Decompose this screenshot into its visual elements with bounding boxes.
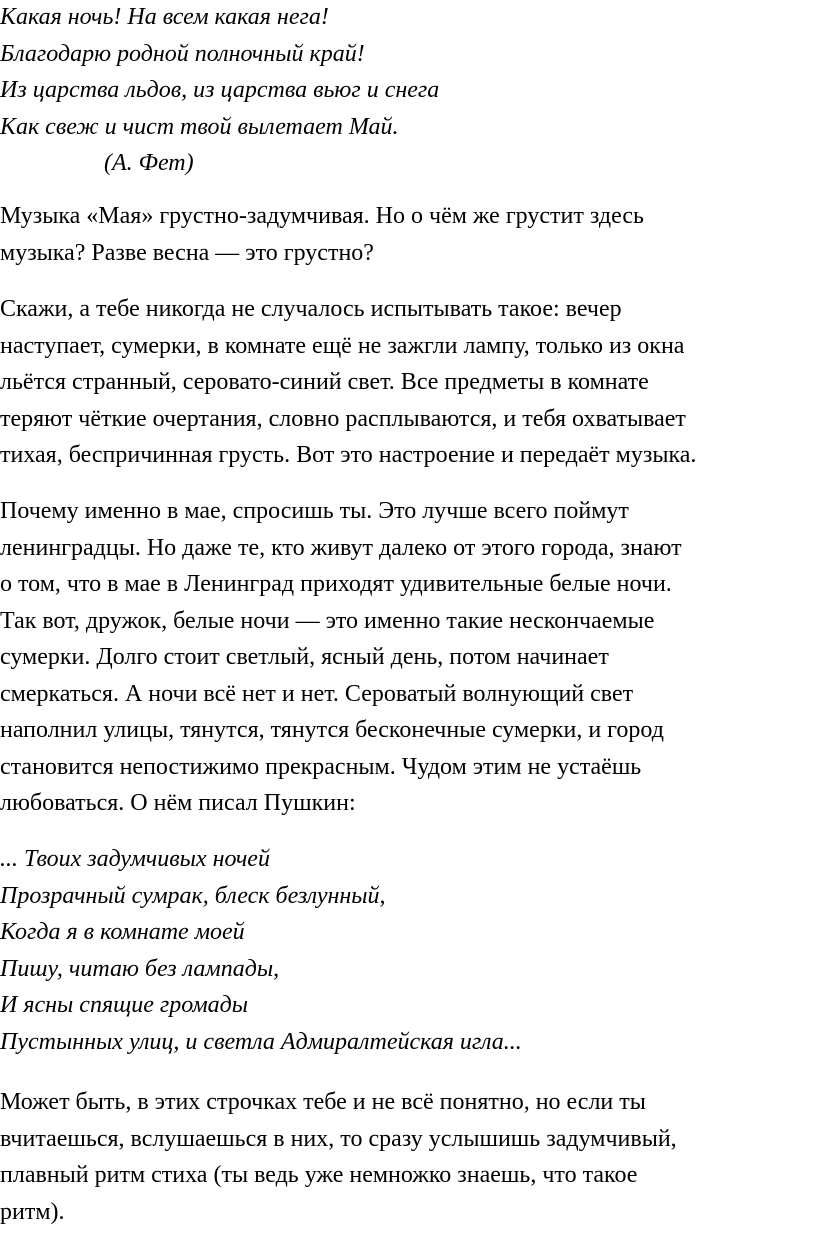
text-line: ритм). [0,1198,65,1225]
text-line: льётся странный, серовато-синий свет. Все предметы в комнате [0,369,649,395]
text-line: Почему именно в мае, спросишь ты. Это лучше всего поймут [0,498,629,524]
text-line: Так вот, дружок, белые ночи — это именно такие нескончаемые [0,607,655,634]
verse-line: ... Твоих задумчивых ночей [0,846,270,872]
paragraph [0,291,696,474]
verse-line: Когда я в комнате моей [0,919,245,945]
text-line: наполнил улицы, тянутся, тянутся бесконечные сумерки, и город [0,717,664,743]
text-line: Музыка «Мая» грустно-задумчивая. Но о чём же грустит здесь [0,203,644,229]
verse-line: И ясны спящие громады [0,992,249,1018]
verse-line: Как свеж и чист твой вылетает Май. [0,113,399,140]
text-line: о том, что в мае в Ленинград приходят удивительные белые ночи. [0,571,672,597]
verse-line: Какая ночь! На всем какая нега! [0,4,329,30]
paragraph [0,198,644,271]
pushkin-quote [0,841,522,1060]
verse-line: Пишу, читаю без лампады, [0,955,280,982]
text-line: Может быть, в этих строчках тебе и не всё понятно, но если ты [0,1089,646,1115]
epigraph-author: (А. Фет) [104,150,194,176]
text-line: становится непостижимо прекрасным. Чудом этим не устаёшь [0,753,642,780]
text-line: теряют чёткие очертания, словно расплываются, и тебя охватывает [0,405,686,432]
text-line: наступает, сумерки, в комнате ещё не зажгли лампу, только из окна [0,332,685,359]
text-line: Скажи, а тебе никогда не случалось испытывать такое: вечер [0,296,622,322]
text-line: плавный ритм стиха (ты ведь уже немножко знаешь, что такое [0,1162,638,1188]
verse-line: Пустынных улиц, и светла Адмиралтейская игла... [0,1028,522,1055]
text-line: ленинградцы. Но даже те, кто живут далеко от этого города, знают [0,534,682,561]
text-line: любоваться. О нём писал Пушкин: [0,790,356,816]
verse-line: Прозрачный сумрак, блеск безлунный, [0,882,386,909]
text-line: вчитаешься, вслушаешься в них, то сразу услышишь задумчивый, [0,1125,677,1152]
text-line: сумерки. Долго стоит светлый, ясный день, потом начинает [0,644,609,670]
text-line: музыка? Разве весна — это грустно? [0,239,374,266]
epigraph-verse [0,0,439,182]
paragraph [0,1084,677,1230]
text-line: тихая, беспричинная грусть. Вот это настроение и передаёт музыка. [0,442,697,468]
paragraph [0,493,682,822]
verse-line: Из царства льдов, из царства вьюг и снега [0,77,440,103]
text-line: смеркаться. А ночи всё нет и нет. Сероватый волнующий свет [0,680,634,707]
verse-line: Благодарю родной полночный край! [0,40,365,67]
